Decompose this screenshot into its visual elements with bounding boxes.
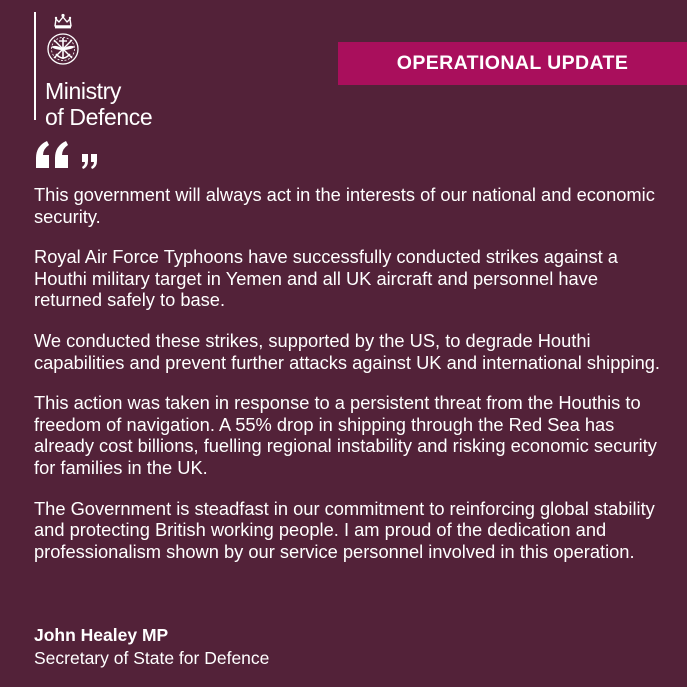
signatory-name: John Healey MP xyxy=(34,625,169,645)
statement-paragraph: This action was taken in response to a persistent threat from the Houthis to freedom of navigation. A 55% drop in shipping through the Red Sea has already cost billions, fuelling regional instability and risking economic security for families in the UK. xyxy=(34,392,657,478)
royal-crest-icon xyxy=(43,12,83,70)
ministry-name xyxy=(45,78,152,130)
statement-paragraph: We conducted these strikes, supported by the US, to degrade Houthi capabilities and prevent further attacks against UK and international shipping. xyxy=(34,329,661,373)
ministry-name-line2: of Defence xyxy=(45,104,153,130)
ministry-name-line1: Ministry xyxy=(45,78,122,104)
statement-paragraph: Royal Air Force Typhoons have successfully conducted strikes against a Houthi military target in Yemen and all UK aircraft and personnel have returned safely to base. xyxy=(34,246,618,311)
ministry-logo xyxy=(34,12,194,130)
statement-paragraph: This government will always act in the interests of our national and economic security. xyxy=(34,184,655,227)
banner-label: OPERATIONAL UPDATE xyxy=(396,52,629,74)
operational-update-banner xyxy=(338,42,687,85)
statement-paragraph: The Government is steadfast in our commitment to reinforcing global stability and protecting British working people. I am proud of the dedication and professionalism shown by our service personnel involved in this operation. xyxy=(34,497,655,562)
logo-divider xyxy=(34,12,36,120)
opening-quote-icon xyxy=(34,138,106,172)
signatory-role: Secretary of State for Defence xyxy=(34,648,270,668)
signatory xyxy=(34,624,434,670)
statement-body xyxy=(34,184,664,581)
